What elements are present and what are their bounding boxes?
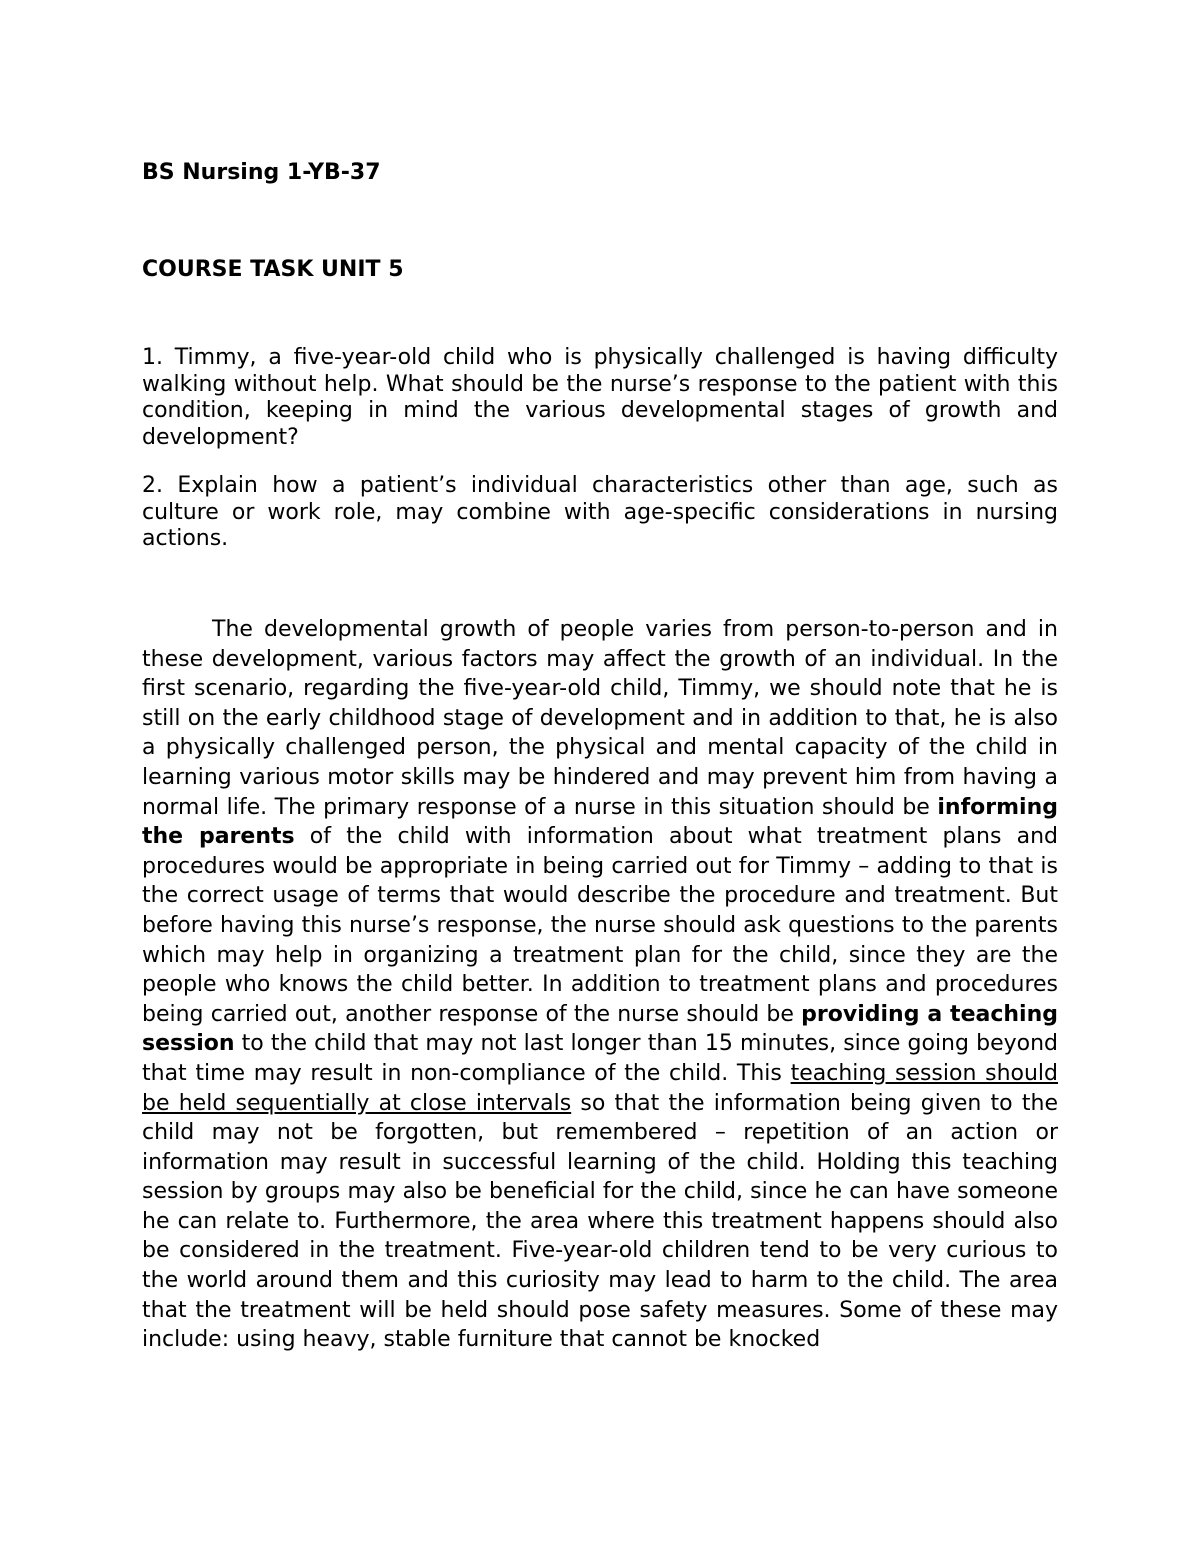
answer-text-4: so that the information being given to the child may not be forgotten, but remembered – repetition of an action or information may result in successful learning of the child. Holding this teaching session by groups may also be beneficial for the child, since he can have someone he can relate to. Furthermore, the area where this treatment happens should also be considered in the treatment. Five-year-old children tend to be very curious to the world around them and this curiosity may lead to harm to the child. The area that the treatment will be held should pose safety measures. Some of these may include: using heavy, stable furniture that cannot be knocked: [142, 1090, 1058, 1353]
emphasis-informing-parents: informing the parents: [142, 794, 1058, 850]
answer-text-2: of the child with information about what treatment plans and procedures would be appropriate in being carried out for Timmy – adding to that is the correct usage of terms that would describe the procedure and treatment. But before having this nurse’s response, the nurse should ask questions to the parents which may help in organizing a treatment plan for the child, since they are the people who knows the child better. In addition to treatment plans and procedures being carried out, another response of the nurse should be: [142, 824, 1058, 1027]
question-1: 1. Timmy, a five-year-old child who is physically challenged is having difficulty walking without help. What should be the nurse’s response to the patient with this condition, keeping in mind the various developmental stages of growth and development?: [142, 345, 1058, 450]
class-code-heading: BS Nursing 1-YB-37: [142, 160, 381, 185]
course-task-heading: COURSE TASK UNIT 5: [142, 257, 404, 282]
answer-paragraph: [142, 615, 1058, 1355]
underlined-intervals-text: teaching session should be held sequentially at close intervals: [142, 1060, 1058, 1116]
answer-text-3: to the child that may not last longer than 15 minutes, since going beyond that time may result in non-compliance of the child. This: [142, 1031, 1058, 1086]
answer-text-1: The developmental growth of people varies from person-to-person and in these development, various factors may affect the growth of an individual. In the first scenario, regarding the five-year-old child, Timmy, we should note that he is still on the early childhood stage of development and in addition to that, he is also a physically challenged person, the physical and mental capacity of the child in learning various motor skills may be hindered and may prevent him from having a normal life. The primary response of a nurse in this situation should be: [142, 617, 1058, 820]
emphasis-teaching-session: providing a teaching session: [142, 1001, 1058, 1057]
question-2: 2. Explain how a patient’s individual characteristics other than age, such as culture or work role, may combine with age-specific considerations in nursing actions.: [142, 473, 1058, 551]
